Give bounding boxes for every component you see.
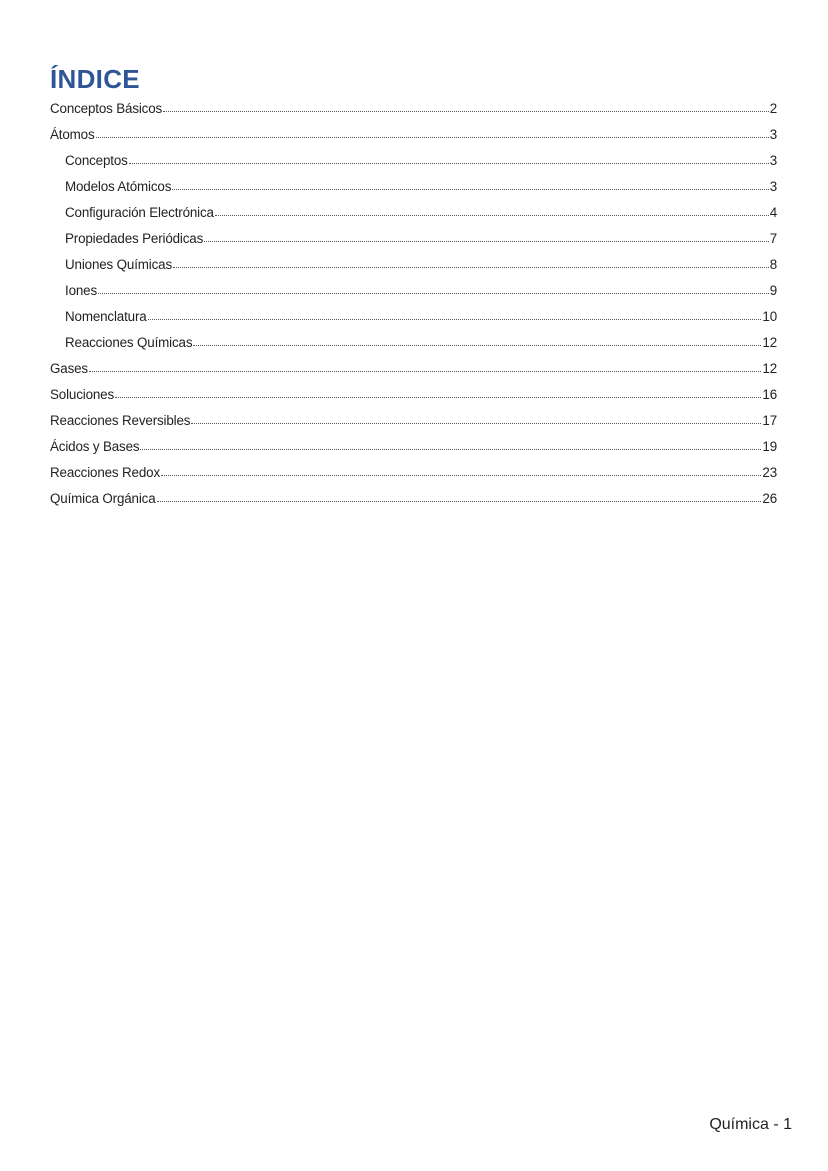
toc-dot-leader bbox=[163, 110, 769, 112]
toc-entry-15[interactable] bbox=[50, 460, 777, 486]
toc-entry-14[interactable] bbox=[50, 434, 777, 460]
toc-entry-label: Conceptos Básicos bbox=[50, 101, 163, 116]
toc-entry-label: Ácidos y Bases bbox=[50, 439, 140, 454]
toc-dot-leader bbox=[129, 162, 769, 164]
toc-dot-leader bbox=[98, 292, 769, 294]
toc-dot-leader bbox=[157, 500, 762, 502]
toc-entry-label: Reacciones Reversibles bbox=[50, 413, 191, 428]
toc-title: ÍNDICE bbox=[50, 64, 140, 94]
toc-entry-label: Iones bbox=[65, 283, 98, 298]
toc-entry-page-number: 7 bbox=[769, 231, 777, 246]
toc-entry-12[interactable] bbox=[50, 382, 777, 408]
toc-dot-leader bbox=[193, 344, 761, 346]
toc-entry-page-number: 17 bbox=[762, 413, 777, 428]
toc-entry-page-number: 10 bbox=[762, 309, 777, 324]
toc-entry-10[interactable] bbox=[50, 330, 777, 356]
toc-entry-label: Modelos Atómicos bbox=[65, 179, 172, 194]
toc-dot-leader bbox=[173, 266, 769, 268]
toc-entry-6[interactable] bbox=[50, 226, 777, 252]
toc-entry-page-number: 3 bbox=[769, 179, 777, 194]
toc-entry-label: Química Orgánica bbox=[50, 491, 156, 506]
toc-dot-leader bbox=[161, 474, 761, 476]
toc-entry-page-number: 12 bbox=[762, 335, 777, 350]
toc-entry-page-number: 12 bbox=[762, 361, 777, 376]
page-footer: Química - 1 bbox=[709, 1116, 792, 1133]
toc-entry-page-number: 8 bbox=[769, 257, 777, 272]
toc-entry-4[interactable] bbox=[50, 174, 777, 200]
toc-entry-2[interactable] bbox=[50, 122, 777, 148]
toc-entry-label: Soluciones bbox=[50, 387, 115, 402]
toc-entry-label: Reacciones Redox bbox=[50, 465, 160, 480]
toc-dot-leader bbox=[172, 188, 768, 190]
toc-entry-9[interactable] bbox=[50, 304, 777, 330]
toc-dot-leader bbox=[115, 396, 761, 398]
toc-dot-leader bbox=[191, 422, 761, 424]
toc-entry-16[interactable] bbox=[50, 486, 777, 512]
toc-entry-page-number: 3 bbox=[769, 127, 777, 142]
toc-entry-page-number: 16 bbox=[762, 387, 777, 402]
toc-entry-label: Nomenclatura bbox=[65, 309, 147, 324]
toc-dot-leader bbox=[89, 370, 761, 372]
table-of-contents bbox=[50, 96, 777, 512]
toc-entry-page-number: 19 bbox=[762, 439, 777, 454]
toc-entry-label: Átomos bbox=[50, 127, 95, 142]
toc-entry-8[interactable] bbox=[50, 278, 777, 304]
toc-entry-label: Propiedades Periódicas bbox=[65, 231, 204, 246]
toc-entry-label: Conceptos bbox=[65, 153, 128, 168]
toc-entry-7[interactable] bbox=[50, 252, 777, 278]
toc-entry-label: Reacciones Químicas bbox=[65, 335, 193, 350]
toc-dot-leader bbox=[140, 448, 761, 450]
toc-entry-13[interactable] bbox=[50, 408, 777, 434]
toc-entry-3[interactable] bbox=[50, 148, 777, 174]
toc-dot-leader bbox=[204, 240, 769, 242]
toc-entry-page-number: 2 bbox=[769, 101, 777, 116]
toc-entry-1[interactable] bbox=[50, 96, 777, 122]
toc-entry-page-number: 26 bbox=[762, 491, 777, 506]
toc-entry-label: Configuración Electrónica bbox=[65, 205, 214, 220]
toc-entry-label: Uniones Químicas bbox=[65, 257, 173, 272]
toc-dot-leader bbox=[96, 136, 769, 138]
toc-entry-page-number: 23 bbox=[762, 465, 777, 480]
toc-dot-leader bbox=[148, 318, 762, 320]
toc-entry-page-number: 9 bbox=[769, 283, 777, 298]
toc-entry-page-number: 3 bbox=[769, 153, 777, 168]
toc-entry-5[interactable] bbox=[50, 200, 777, 226]
toc-entry-page-number: 4 bbox=[769, 205, 777, 220]
toc-entry-11[interactable] bbox=[50, 356, 777, 382]
toc-dot-leader bbox=[215, 214, 769, 216]
toc-entry-label: Gases bbox=[50, 361, 88, 376]
